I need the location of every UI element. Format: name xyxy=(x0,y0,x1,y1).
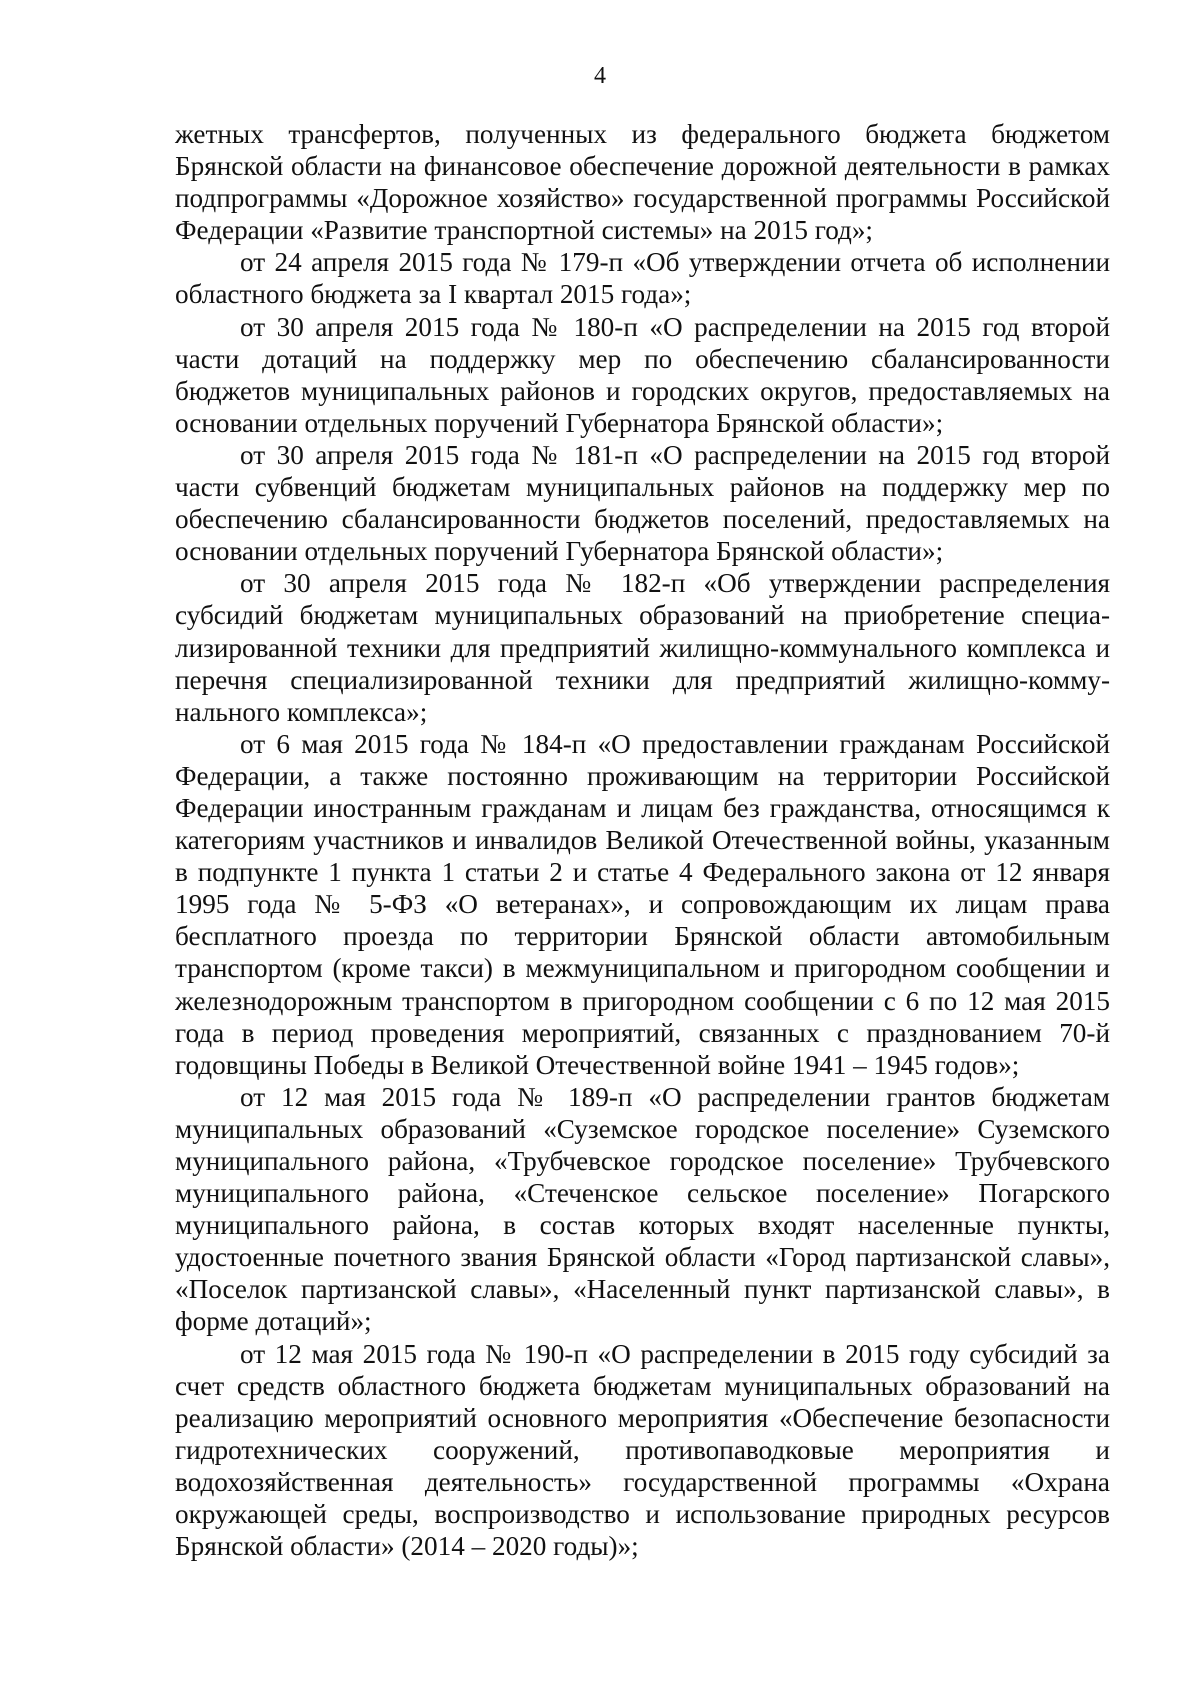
paragraph: от 12 мая 2015 года № 189-п «О распределении грантов бюджетам муниципальных образований «Суземское городское поселение» Суземского муниципального района, «Трубчевское городское поселение» Трубчевского муниципального района, «Стеченское сельское поселение» Погарского муниципального района, в состав которых входят населенные пункты, удостоенные почетного звания Брянской области «Город партизанской славы», «Поселок партизанской славы», «Населенный пункт партизанской славы», в форме дотаций»; xyxy=(175,1081,1110,1337)
paragraph: от 24 апреля 2015 года № 179-п «Об утверждении отчета об исполнении областного бюджета за I квартал 2015 года»; xyxy=(175,247,1110,310)
paragraph: от 12 мая 2015 года № 190-п «О распределении в 2015 году субсидий за счет средств областного бюджета бюджетам муниципальных образований на реализацию мероприятий основного мероприятия «Обеспечение безопасности гидротехнических сооружений, противопаводковые мероприятия и водохозяйственная деятельность» государственной программы «Охрана окружающей среды, воспроизводство и использование природных ресурсов Брянской области» (2014 – 2020 годы)»; xyxy=(175,1338,1110,1562)
paragraph: от 30 апреля 2015 года № 180-п «О распределении на 2015 год второй части дотаций на поддержку мер по обеспечению сбалансированности бюджетов муниципальных районов и городских округов, предоставляемых на основании отдельных поручений Губернатора Брянской области»; xyxy=(175,311,1110,438)
document-body xyxy=(175,118,1110,1562)
paragraph: жетных трансфертов, полученных из федерального бюджета бюджетом Брянской области на финансовое обеспечение дорожной деятельности в рамках подпрограммы «Дорожное хозяйство» государственной программы Российской Федерации «Развитие транспортной системы» на 2015 год»; xyxy=(175,119,1110,246)
paragraph: от 6 мая 2015 года № 184-п «О предоставлении гражданам Российской Федерации, а также постоянно проживающим на территории Российской Федерации иностранным гражданам и лицам без гражданства, относящимся к категориям участников и инвалидов Великой Отечественной войны, указанным в подпункте 1 пункта 1 статьи 2 и статье 4 Федерального закона от 12 января 1995 года № 5-ФЗ «О ветеранах», и сопровождающим их лицам права бесплатного проезда по территории Брянской области автомобильным транспортом (кроме такси) в межмуниципальном и пригородном сообщении и железнодорожным транспортом в пригородном сообщении с 6 по 12 мая 2015 года в период проведения мероприятий, связанных с празднованием 70-й годовщины Победы в Великой Отечественной войне 1941 – 1945 годов»; xyxy=(175,728,1110,1080)
paragraph: от 30 апреля 2015 года № 181-п «О распределении на 2015 год второй части субвенций бюджетам муниципальных районов на поддержку мер по обеспечению сбалансированности бюджетов поселений, предоставляемых на основании отдельных поручений Губернатора Брянской области»; xyxy=(175,439,1110,567)
paragraph: от 30 апреля 2015 года № 182-п «Об утверждении распределения субсидий бюджетам муниципальных образований на приобретение специализированной техники для предприятий жилищно-коммунального комплекса и перечня специализированной техники для предприятий жилищно-коммунального комплекса»; xyxy=(175,568,1110,727)
page-number: 4 xyxy=(594,63,606,89)
